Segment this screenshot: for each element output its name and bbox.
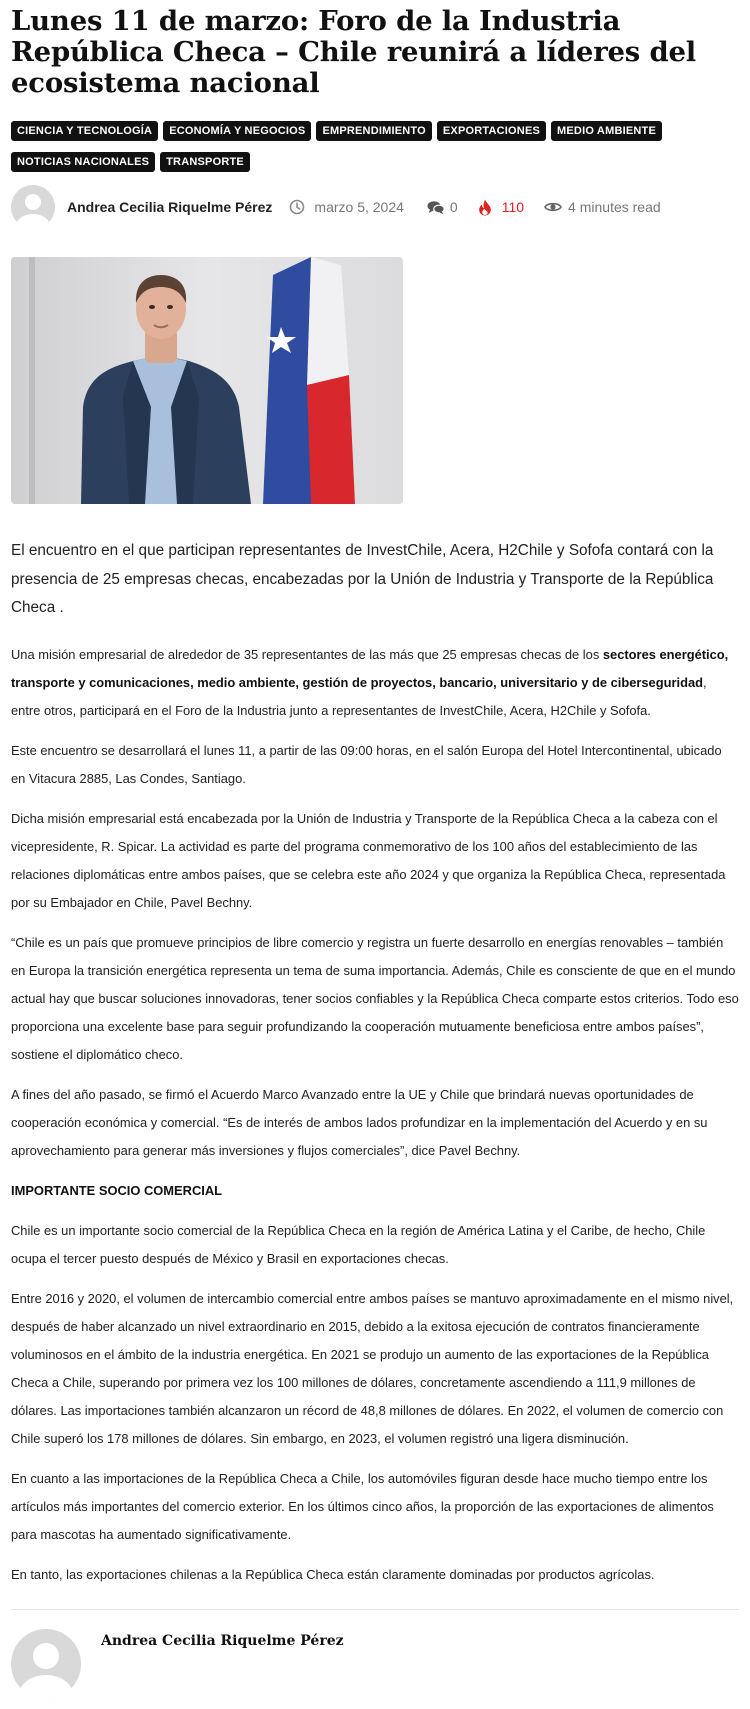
author-box-avatar[interactable] [11, 1629, 81, 1699]
comments-count[interactable] [427, 199, 458, 215]
publish-date [289, 199, 404, 215]
read-time [544, 199, 661, 215]
clock-icon [289, 199, 314, 215]
author-link[interactable]: Andrea Cecilia Riquelme Pérez [67, 199, 273, 215]
comments-icon [427, 200, 450, 215]
bold-sectors: sectores energético, transporte y comunicaciones, medio ambiente, gestión de proyectos, bancario, universitario y de ciberseguridad [11, 646, 729, 690]
article-paragraph-1: Una misión empresarial de alrededor de 35 representantes de las más que 25 empresas checas de los sectores energético, transporte y comunicaciones, medio ambiente, gestión de proyectos, bancario, universitario y de ciberseguridad, entre otros, participará en el Foro de la Industria junto a representantes de InvestChile, Acera, H2Chile y Sofofa. [11, 646, 729, 718]
article-title: Lunes 11 de marzo: Foro de la Industria República Checa – Chile reunirá a líderes del ecosistema nacional [11, 5, 697, 99]
article-paragraph-8: En cuanto a las importaciones de la República Checa a Chile, los automóviles figuran desde hace mucho tiempo entre los artículos más importantes del comercio exterior. En los últimos cinco años, la proporción de las exportaciones de alimentos para mascotas ha aumentado significativamente. [11, 1470, 714, 1542]
tag-noticias-nacionales[interactable]: NOTICIAS NACIONALES [11, 152, 155, 172]
views-count [478, 199, 524, 216]
article-lead: El encuentro en el que participan representantes de InvestChile, Acera, H2Chile y Sofofa contará con la presencia de 25 empresas checas, encabezadas por la Unión de Industria y Transporte de la República Checa . [11, 542, 714, 616]
read-time-text: 4 minutes read [568, 199, 661, 215]
article-paragraph-5: A fines del año pasado, se firmó el Acuerdo Marco Avanzado entre la UE y Chile que brindará nuevas oportunidades de cooperación económica y comercial. “Es de interés de ambos lados profundizar en la implementación del Acuerdo y en su aprovechamiento para generar más inversiones y flujos comerciales”, dice Pavel Bechny. [11, 1086, 708, 1158]
article-paragraph-6: Chile es un importante socio comercial de la República Checa en la región de América Latina y el Caribe, de hecho, Chile ocupa el tercer puesto después de México y Brasil en exportaciones checas. [11, 1222, 706, 1266]
tag-emprendimiento[interactable]: EMPRENDIMIENTO [316, 121, 431, 141]
author-box-name[interactable]: Andrea Cecilia Riquelme Pérez [101, 1632, 344, 1649]
tag-medio-ambiente[interactable]: MEDIO AMBIENTE [551, 121, 662, 141]
date-text: marzo 5, 2024 [314, 199, 404, 215]
article-paragraph-4: “Chile es un país que promueve principios de libre comercio y registra un fuerte desarrollo en energías renovables – también en Europa la transición energética representa un tema de suma importancia. Además, Chile es consciente de que en el mundo actual hay que buscar soluciones innovadoras, tener socios confiables y la República Checa comparte estos criterios. Todo eso proporciona una excelente base para seguir profundizando la cooperación mutuamente beneficiosa entre ambos países”, sostiene el diplomático checo. [11, 934, 739, 1062]
article-paragraph-2: Este encuentro se desarrollará el lunes 11, a partir de las 09:00 horas, en el salón Europa del Hotel Intercontinental, ubicado en Vitacura 2885, Las Condes, Santiago. [11, 742, 722, 786]
tag-ciencia-tecnologia[interactable]: CIENCIA Y TECNOLOGÍA [11, 121, 158, 141]
tag-transporte[interactable]: TRANSPORTE [160, 152, 250, 172]
tag-list [11, 121, 691, 183]
article-meta [11, 185, 739, 229]
divider [11, 1609, 739, 1610]
comments-number: 0 [449, 199, 458, 215]
featured-image [11, 257, 403, 504]
article-paragraph-3: Dicha misión empresarial está encabezada por la Unión de Industria y Transporte de la República Checa a la cabeza con el vicepresidente, R. Spicar. La actividad es parte del programa conmemorativo de los 100 años del establecimiento de las relaciones diplomáticas entre ambos países, que se celebra este año 2024 y que organiza la República Checa, representada por su Embajador en Chile, Pavel Bechny. [11, 810, 726, 910]
flame-icon [478, 199, 502, 216]
eye-icon [544, 201, 568, 213]
article-paragraph-9: En tanto, las exportaciones chilenas a la República Checa están claramente dominadas por productos agrícolas. [11, 1566, 655, 1582]
author-avatar[interactable] [11, 185, 55, 229]
author-box [11, 1629, 739, 1709]
section-heading: IMPORTANTE SOCIO COMERCIAL [11, 1182, 223, 1198]
tag-exportaciones[interactable]: EXPORTACIONES [437, 121, 546, 141]
article-paragraph-7: Entre 2016 y 2020, el volumen de intercambio comercial entre ambos países se mantuvo aproximadamente en el mismo nivel, después de haber alcanzado un nivel extraordinario en 2015, debido a la exitosa ejecución de contratos financieramente voluminosos en el ámbito de la industria energética. En 2021 se produjo un aumento de las exportaciones de la República Checa a Chile, superando por primera vez los 100 millones de dólares, concretamente ascendiendo a 111,9 millones de dólares. Las importaciones también alcanzaron un récord de 48,8 millones de dólares. En 2022, el volumen de comercio con Chile superó los 178 millones de dólares. Sin embargo, en 2023, el volumen registró una ligera disminución. [11, 1290, 734, 1446]
views-number: 110 [501, 199, 525, 215]
tag-economia-negocios[interactable]: ECONOMÍA Y NEGOCIOS [163, 121, 311, 141]
